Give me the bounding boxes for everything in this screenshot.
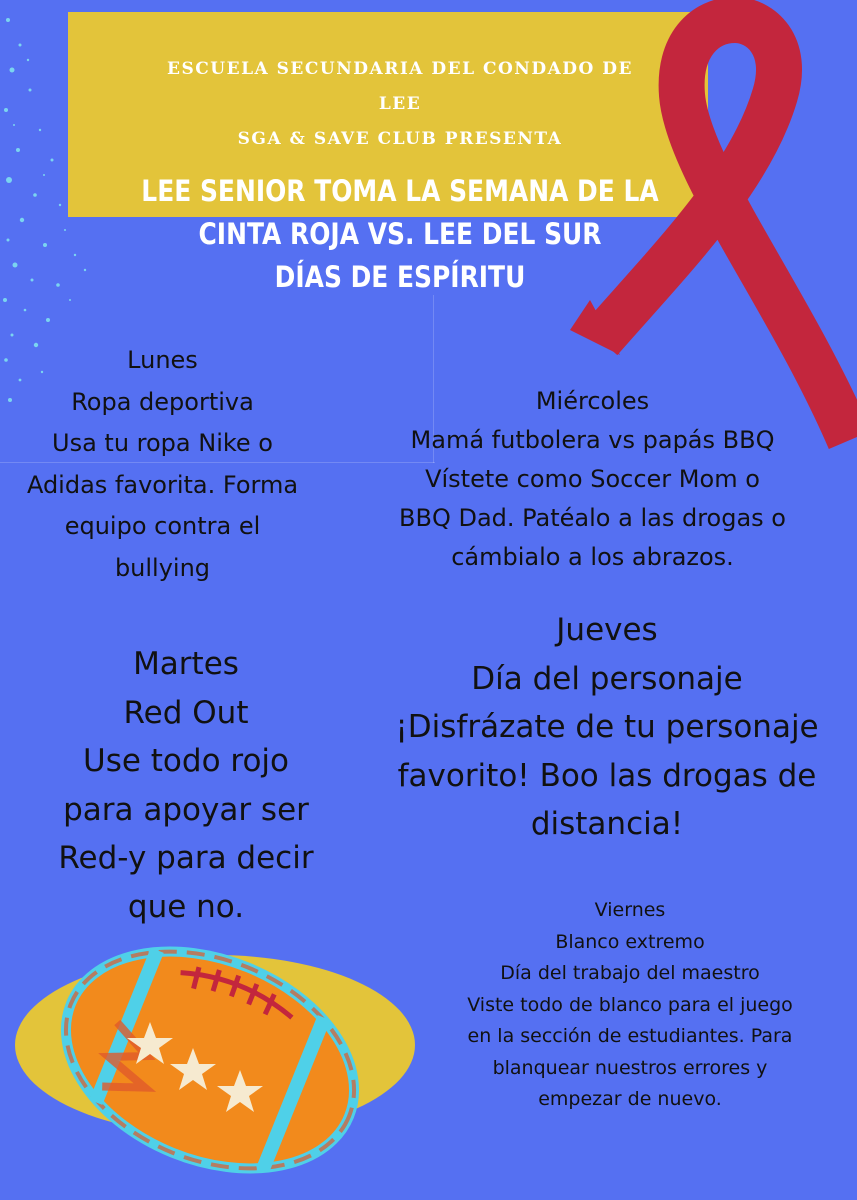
thursday-block <box>352 606 857 849</box>
day-heading: Lunes <box>127 346 198 374</box>
header-line: LEE <box>378 94 422 114</box>
day-heading: Martes <box>133 646 239 682</box>
day-text: que no. <box>127 888 245 925</box>
day-text: empezar de nuevo. <box>538 1088 722 1110</box>
day-theme: Mamá futbolera vs papás BBQ <box>410 426 775 454</box>
day-text: cámbialo a los abrazos. <box>451 543 734 571</box>
day-heading: Jueves <box>556 612 658 648</box>
day-text: BBQ Dad. Patéalo a las drogas o <box>399 504 786 532</box>
monday-block <box>0 340 325 589</box>
tuesday-block <box>0 640 372 931</box>
title-line: LEE SENIOR TOMA LA SEMANA DE LA <box>141 174 659 208</box>
day-text: en la sección de estudiantes. Para <box>467 1025 793 1047</box>
day-text: Use todo rojo <box>83 743 289 779</box>
header-presenter <box>110 52 690 157</box>
day-theme: Red Out <box>123 694 249 731</box>
day-text: distancia! <box>530 806 684 842</box>
day-text: Viste todo de blanco para el juego <box>467 993 793 1016</box>
day-text: bullying <box>114 553 211 582</box>
day-theme: Blanco extremo <box>555 930 705 953</box>
day-theme: Ropa deportiva <box>71 387 254 416</box>
page-title <box>133 170 666 299</box>
title-line: CINTA ROJA VS. LEE DEL SUR <box>198 217 602 251</box>
title-line: DÍAS DE ESPÍRITU <box>274 260 526 294</box>
day-text: equipo contra el <box>64 512 261 540</box>
day-text: favorito! Boo las drogas de <box>397 757 817 794</box>
day-text: Red-y para decir <box>58 840 314 876</box>
day-text: Día del trabajo del maestro <box>500 962 760 984</box>
football-icon <box>0 930 420 1200</box>
day-heading: Viernes <box>594 899 666 921</box>
day-text: blanquear nuestros errores y <box>492 1056 768 1079</box>
friday-block <box>425 895 835 1116</box>
wednesday-block <box>350 382 835 577</box>
day-theme: Día del personaje <box>471 660 743 697</box>
day-heading: Miércoles <box>535 387 650 415</box>
header-line: ESCUELA SECUNDARIA DEL CONDADO DE <box>167 59 633 79</box>
day-text: ¡Disfrázate de tu personaje <box>395 709 819 745</box>
day-text: Usa tu ropa Nike o <box>52 429 273 457</box>
header-line: SGA & SAVE CLUB PRESENTA <box>237 129 563 149</box>
day-text: Adidas favorita. Forma <box>26 470 299 499</box>
day-text: Vístete como Soccer Mom o <box>425 465 760 493</box>
day-text: para apoyar ser <box>63 791 309 828</box>
